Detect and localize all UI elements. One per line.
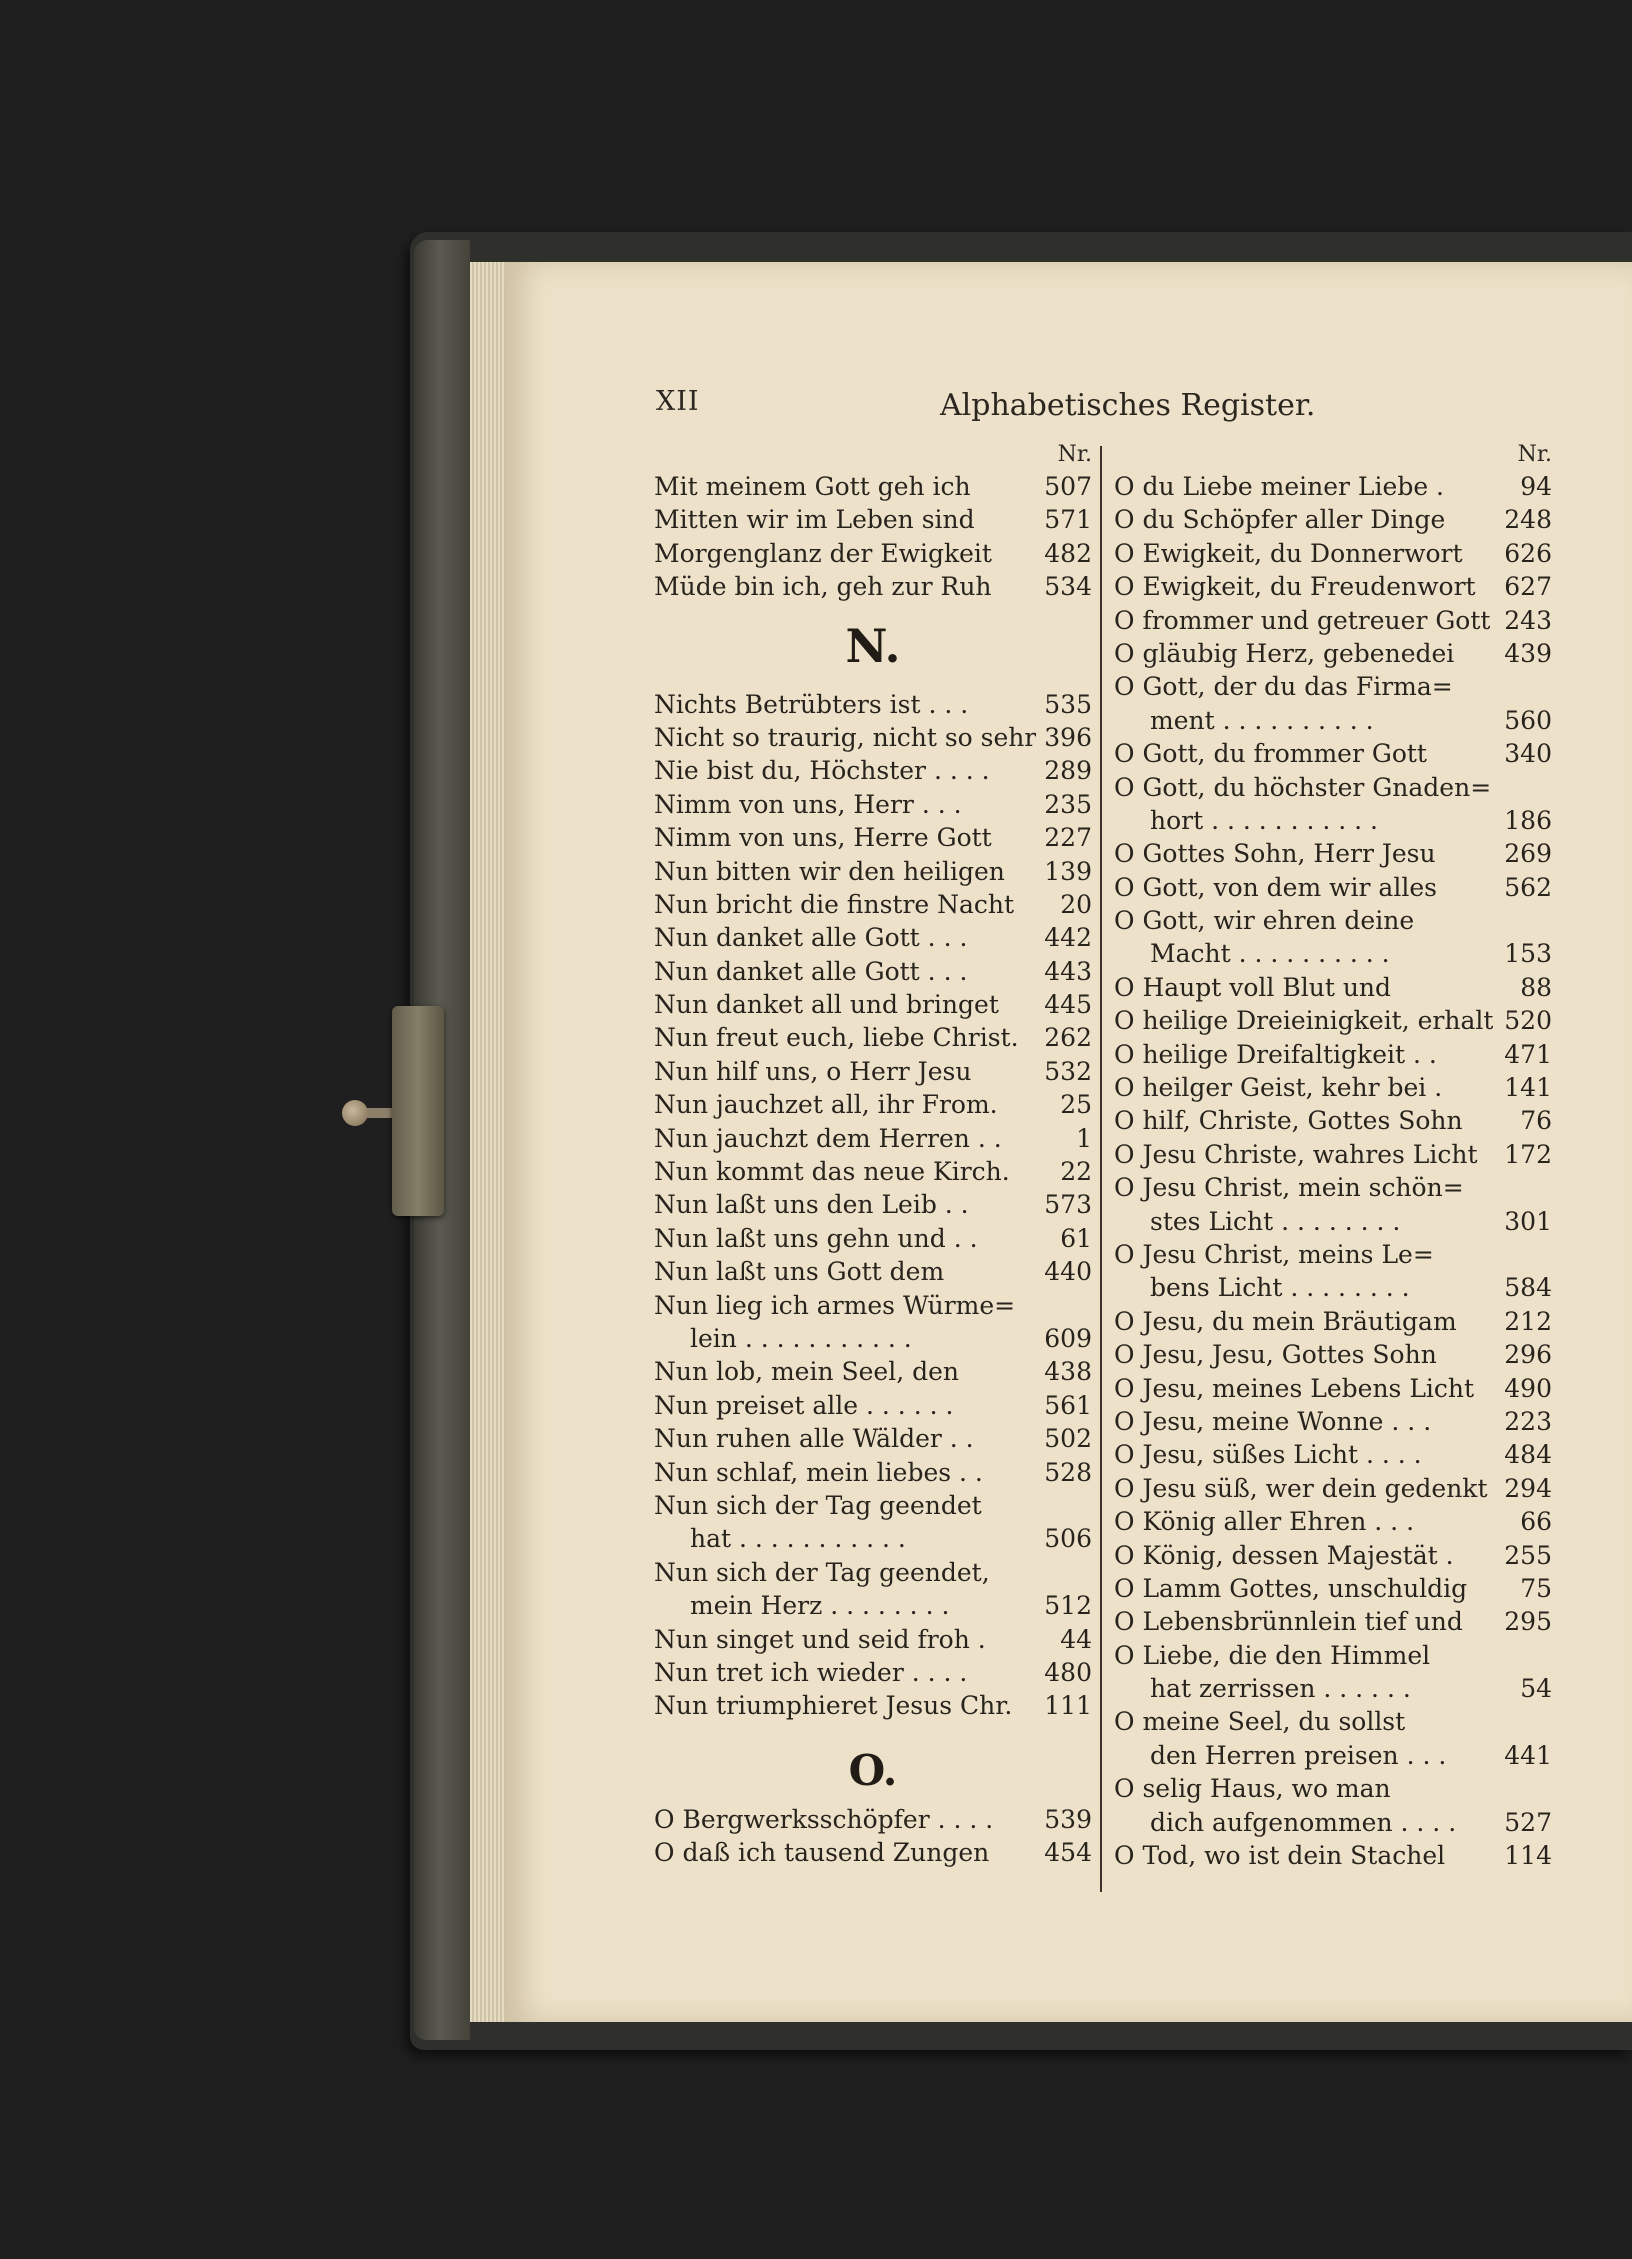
entry-title: Nicht so traurig, nicht so sehr: [654, 722, 1037, 752]
entry-title: Nun kommt das neue Kirch.: [654, 1157, 1010, 1187]
entry-number: 75: [1520, 1573, 1552, 1603]
register-entry: [1114, 704, 1552, 737]
entry-title: O König aller Ehren . . .: [1114, 1507, 1415, 1537]
entry-number: 609: [1044, 1323, 1092, 1353]
entry-number: 512: [1044, 1591, 1092, 1621]
entry-number: 94: [1520, 472, 1552, 501]
register-entry: [1114, 771, 1552, 804]
entry-number: 25: [1060, 1090, 1092, 1120]
entry-number: 482: [1044, 538, 1092, 568]
page-title: Alphabetisches Register.: [940, 388, 1316, 423]
book-clasp: [392, 1006, 444, 1216]
entry-title: hat zerrissen . . . . . .: [1150, 1674, 1411, 1704]
entry-number: 484: [1504, 1440, 1552, 1470]
entry-number: 340: [1504, 739, 1552, 769]
entry-title: O Jesu, meine Wonne . . .: [1114, 1406, 1432, 1436]
register-entry: [1114, 971, 1552, 1004]
register-entry: [1114, 1271, 1552, 1304]
right-column: [1114, 440, 1552, 1872]
entry-title: O Jesu, meines Lebens Licht: [1114, 1373, 1475, 1403]
entry-number: 561: [1044, 1390, 1092, 1420]
entry-title: O Jesu, du mein Bräutigam: [1114, 1306, 1457, 1336]
m-entries-list: [654, 470, 1092, 604]
section-letter-n: N.: [845, 618, 901, 673]
register-entry: [654, 1222, 1092, 1255]
register-entry: [1114, 1004, 1552, 1037]
entry-number: 295: [1504, 1607, 1552, 1637]
entry-title: O Jesu süß, wer dein gedenkt: [1114, 1473, 1488, 1503]
entry-number: 248: [1504, 505, 1552, 535]
entry-title: O König, dessen Majestät .: [1114, 1540, 1454, 1570]
entry-title: O gläubig Herz, gebenedei: [1114, 638, 1455, 668]
entry-number: 560: [1504, 705, 1552, 735]
entry-number: 626: [1504, 538, 1552, 568]
entry-title: O Gott, du höchster Gnaden=: [1114, 772, 1492, 802]
entry-title: den Herren preisen . . .: [1150, 1740, 1447, 1770]
register-entry: [1114, 1104, 1552, 1137]
entry-title: dich aufgenommen . . . .: [1150, 1807, 1457, 1837]
register-entry: [654, 1355, 1092, 1388]
entry-title: Nimm von uns, Herre Gott: [654, 823, 992, 853]
entry-title: O selig Haus, wo man: [1114, 1774, 1391, 1804]
register-entry: [1114, 1405, 1552, 1438]
register-entry: [654, 1623, 1092, 1656]
entry-number: 76: [1520, 1106, 1552, 1136]
entry-title: O Gott, wir ehren deine: [1114, 906, 1415, 936]
register-entry: [1114, 1705, 1552, 1738]
entry-title: O Tod, wo ist dein Stachel: [1114, 1841, 1446, 1871]
entry-title: O heilger Geist, kehr bei .: [1114, 1073, 1443, 1103]
entry-title: Nun preiset alle . . . . . .: [654, 1390, 954, 1420]
register-entry: [654, 1389, 1092, 1422]
register-entry: [1114, 1338, 1552, 1371]
register-entry: [1114, 1138, 1552, 1171]
entry-number: 502: [1044, 1424, 1092, 1454]
entry-number: 1: [1076, 1123, 1092, 1153]
entry-title: O Bergwerksschöpfer . . . .: [654, 1804, 994, 1834]
register-entry: [654, 1656, 1092, 1689]
register-entry: [1114, 871, 1552, 904]
entry-number: 527: [1504, 1807, 1552, 1837]
entry-number: 61: [1060, 1223, 1092, 1253]
entry-title: bens Licht . . . . . . . .: [1150, 1273, 1410, 1303]
register-entry: [1114, 670, 1552, 703]
entry-number: 243: [1504, 605, 1552, 635]
entry-title: ment . . . . . . . . . .: [1150, 705, 1374, 735]
entry-title: O daß ich tausend Zungen: [654, 1838, 990, 1868]
register-entry: [654, 1055, 1092, 1088]
entry-number: 294: [1504, 1473, 1552, 1503]
entry-title: Nun danket all und bringet: [654, 990, 999, 1020]
entry-title: Nun tret ich wieder . . . .: [654, 1657, 968, 1687]
register-entry: [654, 688, 1092, 721]
entry-number: 573: [1044, 1190, 1092, 1220]
register-entry: [654, 503, 1092, 536]
entry-number: 66: [1520, 1507, 1552, 1537]
o-entries-list: [654, 1803, 1092, 1870]
register-entry: [654, 1088, 1092, 1121]
entry-number: 289: [1044, 756, 1092, 786]
register-entry: [654, 1155, 1092, 1188]
entry-number: 539: [1044, 1804, 1092, 1834]
entry-title: O Lamm Gottes, unschuldig: [1114, 1573, 1468, 1603]
entry-number: 584: [1504, 1273, 1552, 1303]
entry-title: Nun hilf uns, o Herr Jesu: [654, 1056, 972, 1086]
n-entries-list: [654, 688, 1092, 1723]
entry-title: O Ewigkeit, du Freudenwort: [1114, 572, 1476, 602]
entry-title: O Gottes Sohn, Herr Jesu: [1114, 839, 1436, 869]
entry-title: O du Schöpfer aller Dinge: [1114, 505, 1446, 535]
register-entry: [654, 1289, 1092, 1322]
register-entry: [654, 888, 1092, 921]
entry-title: O du Liebe meiner Liebe .: [1114, 472, 1445, 501]
entry-title: O Gott, der du das Firma=: [1114, 672, 1453, 702]
register-entry: [1114, 1739, 1552, 1772]
register-entry: [654, 955, 1092, 988]
entry-number: 471: [1504, 1039, 1552, 1069]
entry-number: 534: [1044, 572, 1092, 602]
register-entry: [1114, 1238, 1552, 1271]
entry-title: O heilige Dreifaltigkeit . .: [1114, 1039, 1437, 1069]
entry-title: O Lebensbrünnlein tief und: [1114, 1607, 1463, 1637]
register-entry: [654, 988, 1092, 1021]
entry-number: 114: [1504, 1841, 1552, 1871]
register-entry: [654, 1522, 1092, 1555]
register-entry: [1114, 1071, 1552, 1104]
entry-number: 439: [1504, 638, 1552, 668]
entry-title: Nun bitten wir den heiligen: [654, 856, 1005, 886]
register-entry: [1114, 804, 1552, 837]
entry-title: O frommer und getreuer Gott: [1114, 605, 1491, 635]
register-entry: [654, 1489, 1092, 1522]
register-entry: [654, 1456, 1092, 1489]
entry-title: Nun lieg ich armes Würme=: [654, 1290, 1016, 1320]
entry-title: Nun bricht die finstre Nacht: [654, 889, 1015, 919]
register-entry: [654, 855, 1092, 888]
entry-title: Nun sich der Tag geendet,: [654, 1557, 990, 1587]
entry-number: 269: [1504, 839, 1552, 869]
entry-title: Morgenglanz der Ewigkeit: [654, 538, 992, 568]
entry-title: Nun laßt uns gehn und . .: [654, 1223, 978, 1253]
entry-number: 507: [1044, 472, 1092, 501]
entry-title: O heilige Dreieinigkeit, erhalt: [1114, 1006, 1494, 1036]
left-column: [654, 440, 1092, 1869]
entry-number: 562: [1504, 872, 1552, 902]
register-entry: [654, 1589, 1092, 1622]
entry-title: O Gott, du frommer Gott: [1114, 739, 1427, 769]
register-entry: [1114, 1605, 1552, 1638]
register-entry: [654, 1803, 1092, 1836]
register-entry: [654, 537, 1092, 570]
entry-title: O Ewigkeit, du Donnerwort: [1114, 538, 1463, 568]
entry-number: 301: [1504, 1206, 1552, 1236]
entry-number: 520: [1504, 1006, 1552, 1036]
register-entry: [654, 788, 1092, 821]
register-entry: [1114, 1305, 1552, 1338]
register-entry: [654, 754, 1092, 787]
register-entry: [1114, 537, 1552, 570]
register-entry: [654, 1422, 1092, 1455]
register-entry: [1114, 1038, 1552, 1071]
register-entry: [654, 1188, 1092, 1221]
entry-number: 627: [1504, 572, 1552, 602]
register-entry: [654, 1322, 1092, 1355]
entry-title: Nun singet und seid froh .: [654, 1624, 986, 1654]
entry-title: Mit meinem Gott geh ich: [654, 472, 971, 501]
entry-title: Nun schlaf, mein liebes . .: [654, 1457, 983, 1487]
entry-title: hat . . . . . . . . . . .: [690, 1524, 906, 1554]
register-entry: [654, 470, 1092, 503]
entry-title: Nun danket alle Gott . . .: [654, 956, 968, 986]
register-entry: [1114, 470, 1552, 503]
entry-number: 528: [1044, 1457, 1092, 1487]
entry-title: O Gott, von dem wir alles: [1114, 872, 1437, 902]
entry-number: 441: [1504, 1740, 1552, 1770]
entry-title: O Jesu, süßes Licht . . . .: [1114, 1440, 1422, 1470]
entry-number: 443: [1044, 956, 1092, 986]
entry-number: 262: [1044, 1023, 1092, 1053]
entry-number: 186: [1504, 805, 1552, 835]
entry-title: Nun sich der Tag geendet: [654, 1490, 982, 1520]
register-entry: [654, 1021, 1092, 1054]
right-entries-list: [1114, 470, 1552, 1872]
entry-title: Nichts Betrübters ist . . .: [654, 689, 969, 719]
register-entry: [1114, 1839, 1552, 1872]
register-entry: [654, 721, 1092, 754]
entry-number: 141: [1504, 1073, 1552, 1103]
register-entry: [1114, 1772, 1552, 1805]
register-entry: [1114, 570, 1552, 603]
column-divider: [1100, 446, 1102, 1892]
entry-number: 396: [1044, 722, 1092, 752]
register-entry: [654, 1689, 1092, 1722]
number-column-label: Nr.: [1057, 442, 1092, 467]
entry-title: Nun triumphieret Jesus Chr.: [654, 1691, 1013, 1721]
register-entry: [1114, 1539, 1552, 1572]
register-entry: [654, 1836, 1092, 1869]
entry-title: Nun laßt uns Gott dem: [654, 1257, 945, 1287]
register-entry: [1114, 1171, 1552, 1204]
entry-number: 111: [1044, 1691, 1092, 1721]
entry-title: O Haupt voll Blut und: [1114, 972, 1392, 1002]
entry-title: O Jesu Christe, wahres Licht: [1114, 1139, 1478, 1169]
entry-number: 490: [1504, 1373, 1552, 1403]
entry-title: mein Herz . . . . . . . .: [690, 1591, 950, 1621]
entry-title: O Jesu Christ, meins Le=: [1114, 1239, 1434, 1269]
entry-title: Nun freut euch, liebe Christ.: [654, 1023, 1019, 1053]
register-entry: [1114, 637, 1552, 670]
entry-number: 54: [1520, 1674, 1552, 1704]
entry-title: Müde bin ich, geh zur Ruh: [654, 572, 992, 602]
entry-title: O Jesu, Jesu, Gottes Sohn: [1114, 1340, 1437, 1370]
register-entry: [1114, 1639, 1552, 1672]
register-entry: [1114, 1505, 1552, 1538]
entry-title: Nun jauchzt dem Herren . .: [654, 1123, 1002, 1153]
register-entry: [1114, 604, 1552, 637]
register-entry: [654, 921, 1092, 954]
entry-title: O Liebe, die den Himmel: [1114, 1640, 1431, 1670]
section-letter-o: O.: [848, 1745, 898, 1795]
entry-title: Macht . . . . . . . . . .: [1150, 939, 1390, 969]
page-edges: [470, 262, 510, 2022]
register-entry: [1114, 1572, 1552, 1605]
register-entry: [1114, 503, 1552, 536]
entry-title: O hilf, Christe, Gottes Sohn: [1114, 1106, 1463, 1136]
entry-number: 445: [1044, 990, 1092, 1020]
entry-number: 571: [1044, 505, 1092, 535]
entry-title: O Jesu Christ, mein schön=: [1114, 1173, 1464, 1203]
entry-number: 22: [1060, 1157, 1092, 1187]
entry-title: Nie bist du, Höchster . . . .: [654, 756, 990, 786]
entry-number: 139: [1044, 856, 1092, 886]
page-number: XII: [656, 386, 700, 417]
entry-title: Mitten wir im Leben sind: [654, 505, 975, 535]
clasp-pin: [342, 1100, 368, 1126]
register-entry: [654, 1122, 1092, 1155]
entry-title: hort . . . . . . . . . . .: [1150, 805, 1378, 835]
register-entry: [1114, 837, 1552, 870]
entry-number: 535: [1044, 689, 1092, 719]
register-entry: [1114, 1438, 1552, 1471]
register-entry: [654, 821, 1092, 854]
entry-title: Nun lob, mein Seel, den: [654, 1357, 960, 1387]
entry-number: 532: [1044, 1056, 1092, 1086]
entry-title: Nimm von uns, Herr . . .: [654, 789, 962, 819]
entry-number: 440: [1044, 1257, 1092, 1287]
number-column-label: Nr.: [1517, 442, 1552, 467]
register-entry: [1114, 737, 1552, 770]
entry-number: 227: [1044, 823, 1092, 853]
entry-title: Nun laßt uns den Leib . .: [654, 1190, 969, 1220]
entry-number: 442: [1044, 923, 1092, 953]
entry-title: Nun danket alle Gott . . .: [654, 923, 968, 953]
entry-number: 480: [1044, 1657, 1092, 1687]
entry-number: 44: [1060, 1624, 1092, 1654]
entry-number: 235: [1044, 789, 1092, 819]
register-entry: [654, 570, 1092, 603]
entry-title: Nun ruhen alle Wälder . .: [654, 1424, 974, 1454]
entry-number: 506: [1044, 1524, 1092, 1554]
entry-number: 255: [1504, 1540, 1552, 1570]
entry-number: 172: [1504, 1139, 1552, 1169]
register-entry: [654, 1556, 1092, 1589]
register-entry: [654, 1255, 1092, 1288]
register-entry: [1114, 1205, 1552, 1238]
entry-title: stes Licht . . . . . . . .: [1150, 1206, 1401, 1236]
register-entry: [1114, 937, 1552, 970]
entry-number: 438: [1044, 1357, 1092, 1387]
entry-title: Nun jauchzet all, ihr From.: [654, 1090, 998, 1120]
register-entry: [1114, 1672, 1552, 1705]
entry-title: lein . . . . . . . . . . .: [690, 1323, 912, 1353]
register-entry: [1114, 904, 1552, 937]
entry-number: 20: [1060, 889, 1092, 919]
entry-number: 223: [1504, 1406, 1552, 1436]
entry-title: O meine Seel, du sollst: [1114, 1707, 1406, 1737]
register-entry: [1114, 1472, 1552, 1505]
entry-number: 296: [1504, 1340, 1552, 1370]
entry-number: 153: [1504, 939, 1552, 969]
register-entry: [1114, 1372, 1552, 1405]
entry-number: 212: [1504, 1306, 1552, 1336]
entry-number: 454: [1044, 1838, 1092, 1868]
entry-number: 88: [1520, 972, 1552, 1002]
register-entry: [1114, 1806, 1552, 1839]
